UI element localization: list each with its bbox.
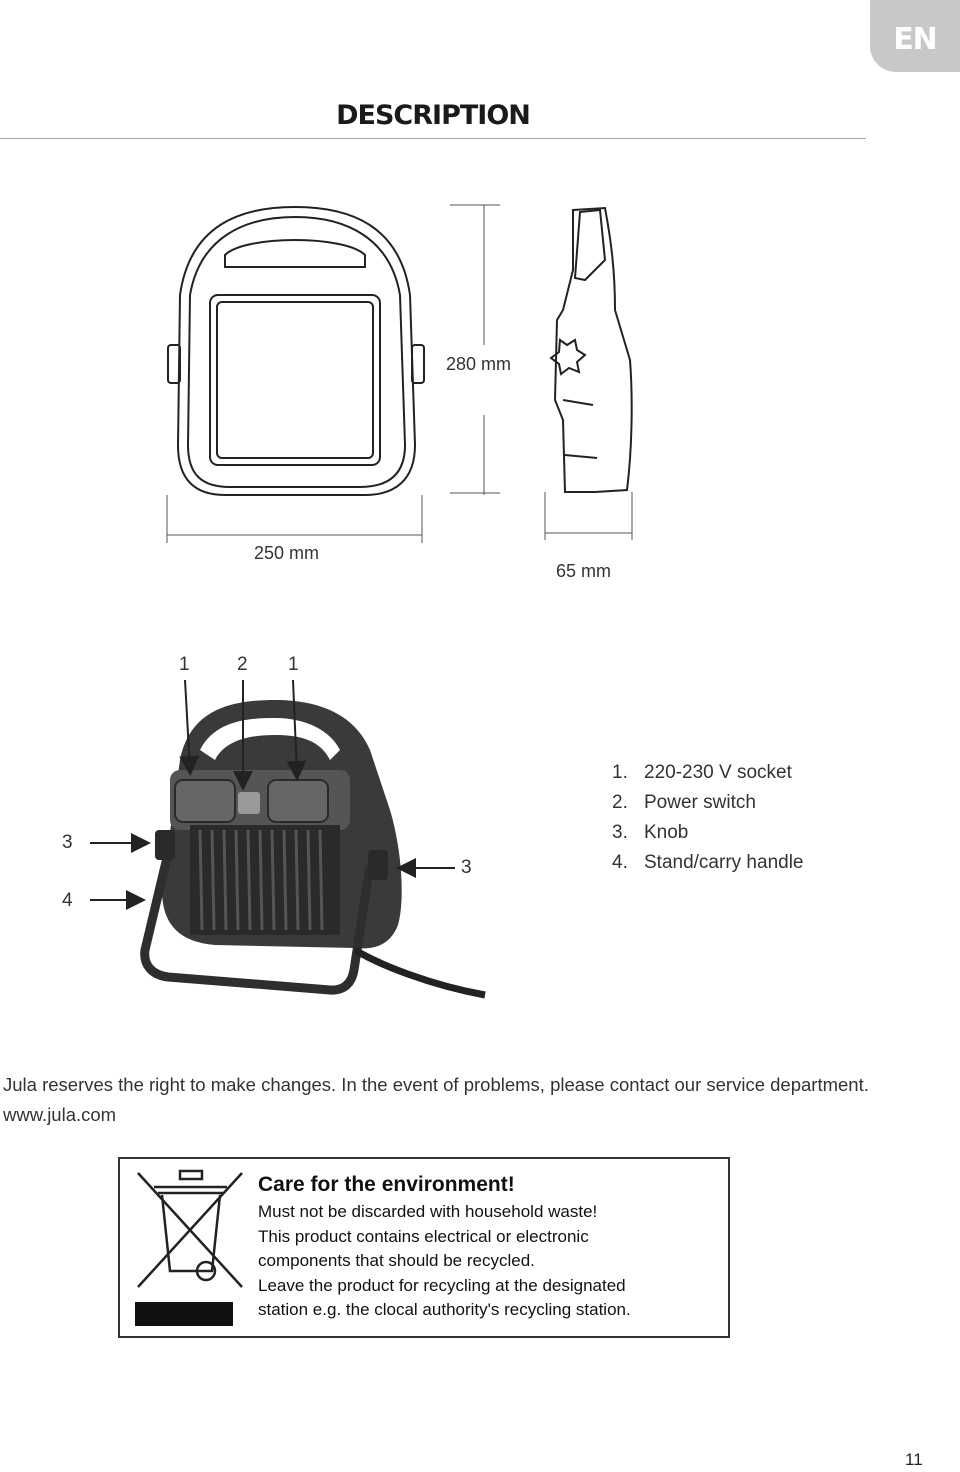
callout-4: 4 — [62, 890, 73, 911]
parts-legend — [612, 758, 804, 878]
callout-3-right: 3 — [461, 857, 472, 878]
disclaimer-text: Jula reserves the right to make changes. In the event of problems, please contact our service department. — [3, 1074, 869, 1095]
disclaimer-note — [3, 1070, 953, 1130]
website-link[interactable]: www.jula.com — [3, 1104, 117, 1125]
environment-line: Leave the product for recycling at the designated — [258, 1275, 626, 1295]
legend-item: 3. Knob — [612, 822, 689, 843]
environment-line: station e.g. the clocal authority's recycling station. — [258, 1300, 631, 1319]
callout-3-left: 3 — [62, 832, 73, 853]
legend-item: 1. 220-230 V socket — [612, 762, 792, 783]
width-dimension-label: 250 mm — [254, 543, 320, 563]
callout-1-left: 1 — [179, 654, 190, 675]
crossed-out-bin-icon — [132, 1167, 247, 1332]
environment-text — [258, 1173, 728, 1323]
legend-item: 4. Stand/carry handle — [612, 852, 804, 873]
page-title: DESCRIPTION — [336, 100, 530, 131]
depth-dimension-label: 65 mm — [556, 561, 612, 581]
height-dimension-label: 280 mm — [446, 354, 512, 374]
environment-notice-box — [118, 1157, 730, 1338]
environment-line: This product contains electrical or electronic — [258, 1226, 589, 1246]
page-number: 11 — [905, 1450, 923, 1469]
environment-line: Must not be discarded with household waste! — [258, 1202, 598, 1221]
environment-heading: Care for the environment! — [258, 1173, 515, 1196]
language-tab: EN — [870, 0, 960, 72]
callout-1-right: 1 — [288, 654, 299, 675]
environment-line: components that should be recycled. — [258, 1251, 535, 1270]
callout-2: 2 — [237, 654, 248, 675]
legend-item: 2. Power switch — [612, 792, 756, 813]
